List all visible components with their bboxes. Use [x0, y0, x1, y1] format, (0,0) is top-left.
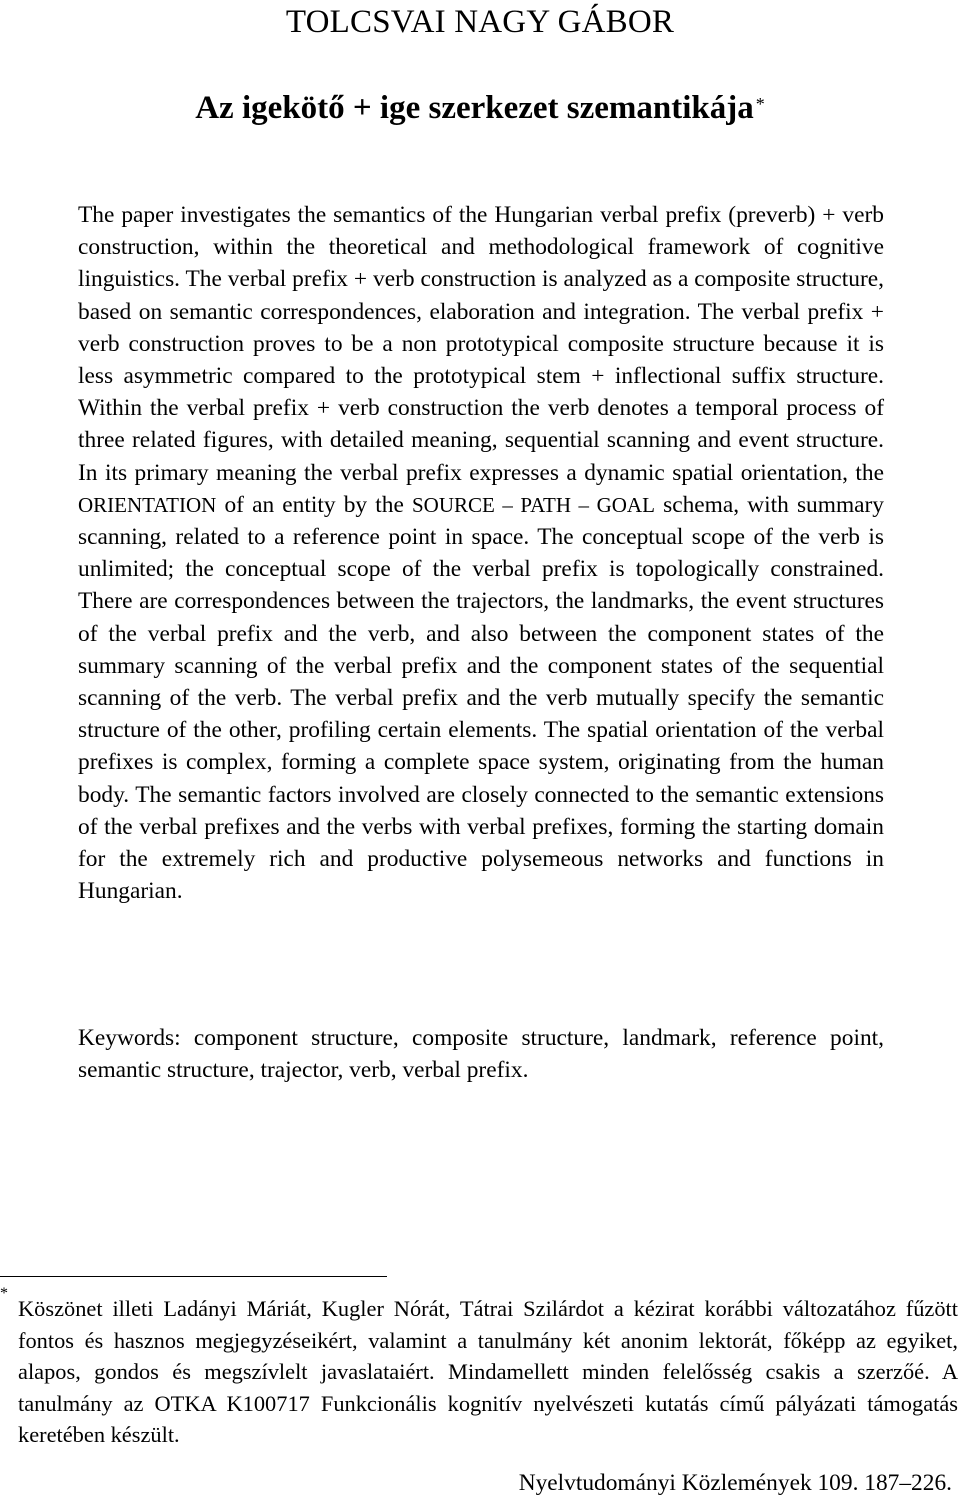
footnote-divider: [0, 1276, 387, 1277]
author-name: TOLCSVAI NAGY GÁBOR: [285, 4, 675, 40]
abstract-part-2: of an entity by the: [224, 491, 404, 518]
footnote-mark: *: [0, 1285, 8, 1302]
abstract: [78, 199, 884, 907]
abstract-part-1: The paper investigates the semantics of the Hungarian verbal prefix (preverb) + verb construction, within the theoretical and methodological framework of cognitive linguistics. The verbal prefix + verb construction is analyzed as a composite structure, based on semantic correspondences, elaboration and integration. The verbal prefix + verb construction proves to be a non prototypical composite structure because it is less asymmetric compared to the prototypical stem + inflectional suffix structure. Within the verbal prefix + verb construction the verb denotes a temporal process of three related figures, with detailed meaning, sequential scanning and event structure. In its primary meaning the verbal prefix expresses a dynamic spatial orientation, the: [78, 202, 884, 486]
footnote-text: Köszönet illeti Ladányi Máriát, Kugler Nórát, Tátrai Szilárdot a kézirat korábbi változatához fűzött fontos és hasznos megjegyzéseikért, valamint a tanulmány két anonim lektorát, főképp az egyiket, alapos, gondos és megszívlelt javaslataiért. Mindamellett minden felelősség csakis a szerzőé. A tanulmány az OTKA K100717 Funkcionális kognitív nyelvészeti kutatás című pályázati támogatás keretében készült.: [18, 1296, 958, 1448]
source-path-goal-term: SOURCE – PATH – GOAL: [411, 492, 655, 517]
paper-title: [0, 86, 960, 130]
abstract-part-3: schema, with summary scanning, related to a reference point in space. The conceptual scope of the verb is unlimited; the conceptual scope of the verbal prefix is topologically constrained. There are correspondences between the trajectors, the landmarks, the event structures of the verbal prefix and the verb, and also between the component states of the summary scanning of the verbal prefix and the component states of the sequential scanning of the verb. The verbal prefix and the verb mutually specify the semantic structure of the other, profiling certain elements. The spatial orientation of the verbal prefixes is complex, forming a complete space system, originating from the human body. The semantic factors involved are closely connected to the semantic extensions of the verbal prefixes and the verbs with verbal prefixes, forming the starting domain for the extremely rich and productive polysemeous networks and functions in Hungarian.: [78, 491, 885, 905]
journal-reference: Nyelvtudományi Közlemények 109. 187–226.: [518, 1470, 952, 1496]
orientation-term: ORIENTATION: [78, 492, 217, 517]
title-footnote-mark: *: [755, 94, 765, 114]
keywords: Keywords: component structure, composite structure, landmark, reference point, semantic structure, trajector, verb, verbal prefix.: [78, 1025, 884, 1084]
paper-title-text: Az igekötő + ige szerkezet szemantikája: [195, 90, 754, 126]
